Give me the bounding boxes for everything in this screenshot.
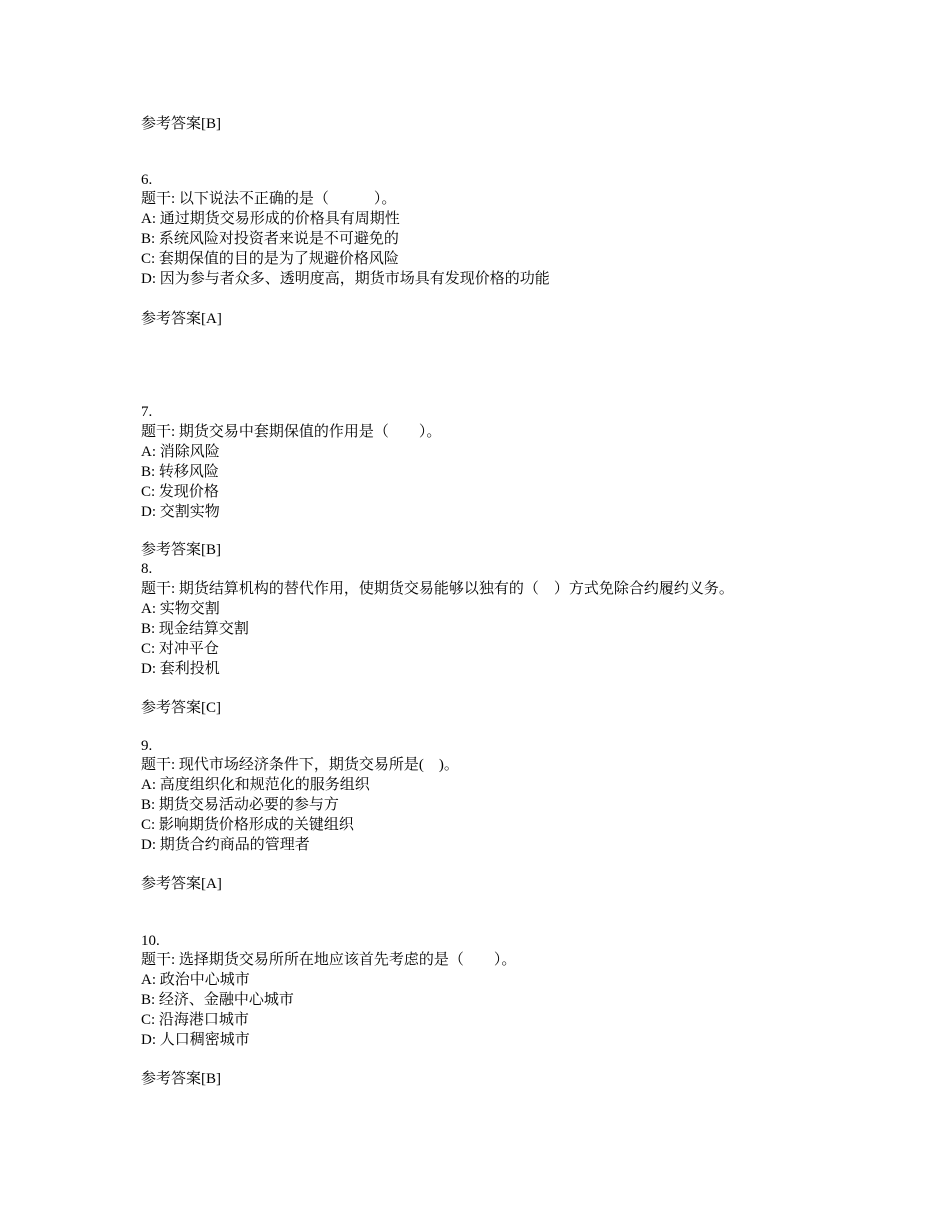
q6-option-a: A: 通过期货交易形成的价格具有周期性	[141, 211, 400, 227]
q8-number: 8.	[141, 561, 153, 577]
q10-option-c: C: 沿海港口城市	[141, 1012, 249, 1028]
q9-number: 9.	[141, 738, 153, 754]
q10-answer: 参考答案[B]	[141, 1071, 221, 1087]
q9-option-a: A: 高度组织化和规范化的服务组织	[141, 777, 370, 793]
q6-option-b: B: 系统风险对投资者来说是不可避免的	[141, 231, 399, 247]
q6-option-c: C: 套期保值的目的是为了规避价格风险	[141, 251, 399, 267]
q7-option-a: A: 消除风险	[141, 444, 220, 460]
q6-stem: 题干: 以下说法不正确的是（ ）。	[141, 191, 397, 207]
q9-option-d: D: 期货合约商品的管理者	[141, 837, 310, 853]
q8-stem: 题干: 期货结算机构的替代作用，使期货交易能够以独有的（ ）方式免除合约履约义务。	[141, 581, 734, 597]
q6-answer: 参考答案[A]	[141, 311, 222, 327]
q7-option-c: C: 发现价格	[141, 484, 219, 500]
q9-stem: 题干: 现代市场经济条件下，期货交易所是( )。	[141, 757, 459, 773]
q8-option-c: C: 对冲平仓	[141, 641, 219, 657]
q7-option-b: B: 转移风险	[141, 464, 219, 480]
q7-option-d: D: 交割实物	[141, 504, 220, 520]
q8-option-b: B: 现金结算交割	[141, 621, 249, 637]
q10-number: 10.	[141, 933, 160, 949]
q8-option-a: A: 实物交割	[141, 601, 220, 617]
prev-answer: 参考答案[B]	[141, 116, 221, 132]
q10-stem: 题干: 选择期货交易所所在地应该首先考虑的是（ ）。	[141, 952, 517, 968]
q9-answer: 参考答案[A]	[141, 876, 222, 892]
q8-option-d: D: 套利投机	[141, 661, 220, 677]
q10-option-b: B: 经济、金融中心城市	[141, 992, 294, 1008]
q9-option-c: C: 影响期货价格形成的关键组织	[141, 817, 354, 833]
q10-option-d: D: 人口稠密城市	[141, 1032, 250, 1048]
q9-option-b: B: 期货交易活动必要的参与方	[141, 797, 339, 813]
q7-number: 7.	[141, 404, 153, 420]
q7-stem: 题干: 期货交易中套期保值的作用是（ ）。	[141, 424, 442, 440]
q6-option-d: D: 因为参与者众多、透明度高，期货市场具有发现价格的功能	[141, 271, 550, 287]
q10-option-a: A: 政治中心城市	[141, 972, 250, 988]
q6-number: 6.	[141, 172, 153, 188]
q7-answer: 参考答案[B]	[141, 542, 221, 558]
q8-answer: 参考答案[C]	[141, 700, 221, 716]
